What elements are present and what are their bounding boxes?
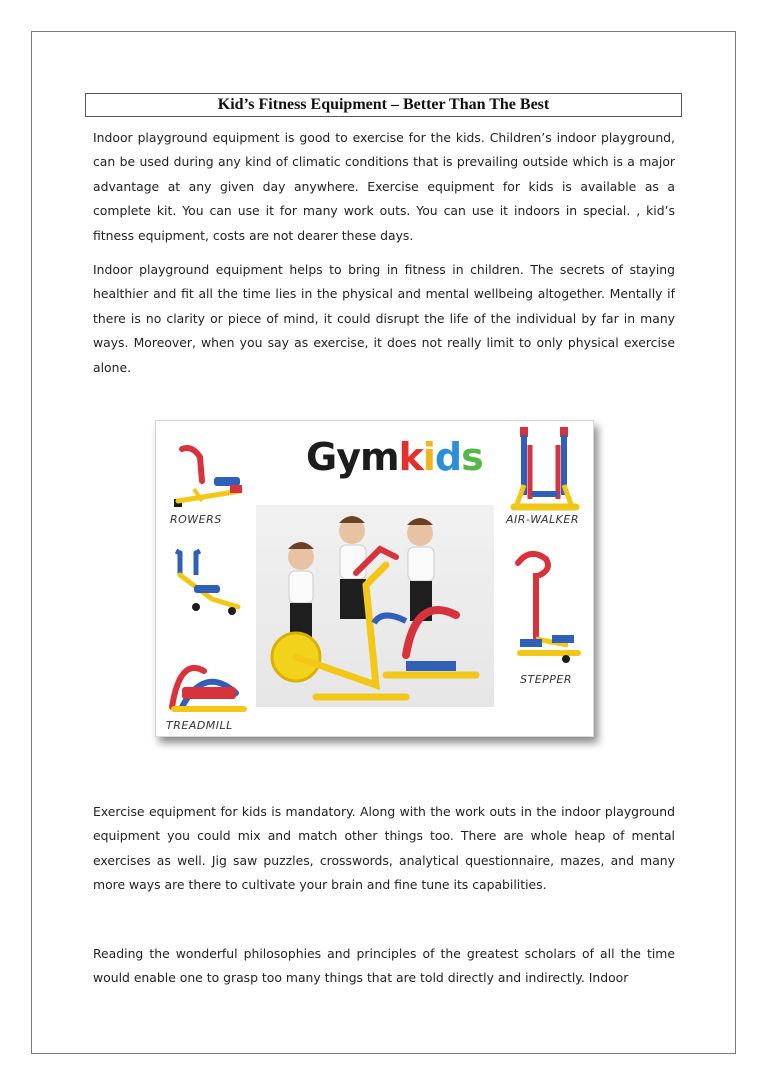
air-walker-illustration [508, 425, 583, 513]
logo-i-letter: i [422, 435, 435, 479]
gymkids-logo [306, 435, 483, 479]
document-title: Kid’s Fitness Equipment – Better Than The Best [85, 93, 682, 117]
paragraph-1: Indoor playground equipment is good to exercise for the kids. Children’s indoor playground, can be used during any kind of climatic conditions that is prevailing outside which is a major advantage at any given day anywhere. Exercise equipment for kids is available as a complete kit. You can use it for many work outs. You can use it indoors in special. , kid’s fitness equipment, costs are not dearer these days. [93, 130, 675, 243]
paragraph-2: Indoor playground equipment helps to bring in fitness in children. The secrets of staying healthier and fit all the time lies in the physical and mental wellbeing altogether. Mentally if there is no clarity or piece of mind, it could disrupt the life of the individual by far in many ways. Moreover, when you say as exercise, it does not really limit to only physical exercise alone. [93, 262, 675, 375]
stepper-illustration [508, 549, 588, 671]
logo-k-letter: k [398, 435, 423, 479]
stepper-label: STEPPER [520, 673, 573, 686]
rowers-label: ROWERS [170, 513, 222, 526]
rower2-illustration [170, 545, 245, 625]
treadmill-label: TREADMILL [166, 719, 233, 732]
air-walker-label: AIR-WALKER [506, 513, 579, 526]
paragraph-4: Reading the wonderful philosophies and principles of the greatest scholars of all the time would enable one to grasp too many things that are told directly and indirectly. Indoor [93, 946, 675, 986]
rower-illustration [164, 441, 249, 511]
logo-gym-text: Gym [306, 435, 399, 479]
gymkids-figure [155, 420, 594, 737]
logo-d-letter: d [434, 435, 462, 479]
treadmill-illustration [164, 647, 254, 717]
kids-exercising-photo [256, 505, 494, 707]
paragraph-3: Exercise equipment for kids is mandatory. Along with the work outs in the indoor playground equipment you could mix and match other things too. There are whole heap of mental exercises as well. Jig saw puzzles, crosswords, analytical questionnaire, mazes, and many more ways are there to cultivate your brain and fine tune its capabilities. [93, 804, 675, 893]
logo-s-letter: s [461, 435, 483, 479]
